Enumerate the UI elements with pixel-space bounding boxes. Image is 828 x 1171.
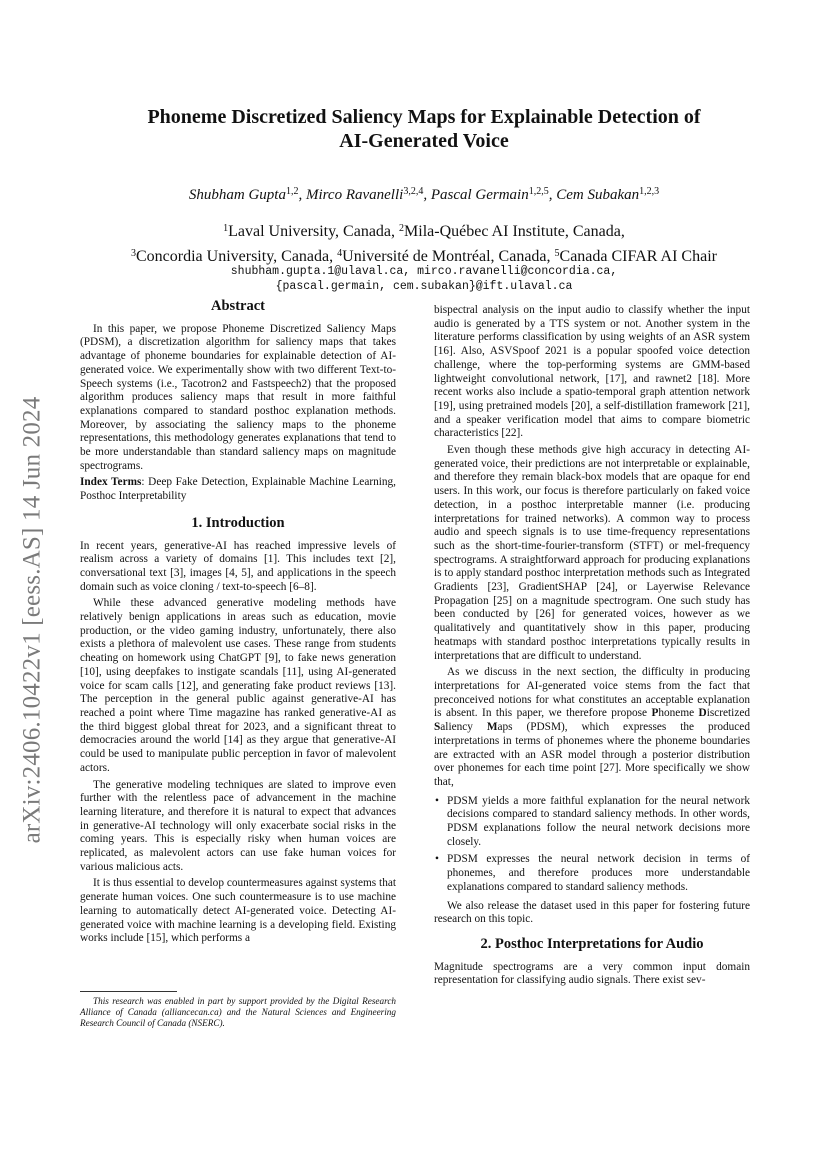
abstract-heading: Abstract [211, 298, 265, 314]
author-list: Shubham Gupta$^{1,2}$, Mirco Ravanelli$^{3,2,4}$, Pascal Germain$^{1,2,5}$, Cem Subakan$^{1,2,3}$ [188, 186, 660, 203]
email-line-1: shubham.gupta.1@ulaval.ca, mirco.ravanelli@concordia.ca, [230, 265, 618, 278]
index-terms [80, 476, 396, 503]
index-terms-text: : Deep Fake Detection, Explainable Machine Learning, Posthoc Interpretability [80, 476, 396, 503]
arxiv-stamp [14, 362, 50, 878]
affiliation-line-1: $^1$Laval University, Canada, $^2$Mila-Québec AI Institute, Canada, [223, 223, 625, 240]
intro-paragraph-4: It is thus essential to develop countermeasures against systems that generate human voices. One such countermeasure is to use machine learning to automatically detect AI-generated voice. Detecting AI-generated voice with machine learning is a developing field. Existing works include [15], which performs a [80, 877, 396, 945]
author-affiliation: 1,2,5 [528, 186, 549, 197]
right-paragraph-3: As we discuss in the next section, the difficulty in producing interpretations for AI-generated voice stems from the fact that preconceived notions for what constitutes an acceptable explanation is absent. In this paper, we therefore propose Phoneme Discretized Saliency Maps (PDSM), which expresses the produced interpretations in terms of phonemes where the phoneme boundaries are extracted with an ASR model through a posterior distribution over phonemes for each time point [27]. More specifically we show that, [434, 666, 750, 788]
affiliation-line-2: $^3$Concordia University, Canada, $^4$Université de Montréal, Canada, $^5$Canada CIFAR AI Chair [131, 248, 717, 265]
author-name: Cem Subakan [556, 187, 640, 203]
abstract-text: In this paper, we propose Phoneme Discretized Saliency Maps (PDSM), a discretization algorithm for saliency maps that takes advantage of phoneme boundaries for explainable detection of AI-generated voice. We experimentally show with two different Text-to-Speech systems (i.e., Tacotron2 and Fastspeech2) that the proposed algorithm produces saliency maps that result in more faithful explanations compared to standard posthoc explanation methods. Moreover, by associating the saliency maps to the phoneme representations, this methodology generates explanations that tend to be more understandable than standard saliency maps on magnitude spectrograms. [80, 322, 396, 472]
title-line-1: Phoneme Discretized Saliency Maps for Explainable Detection of [147, 106, 701, 128]
author-name: Pascal Germain [430, 187, 529, 203]
method-name: Phoneme Discretized Saliency Maps [434, 707, 750, 734]
index-terms-label: Index Terms [80, 476, 142, 489]
email-line-2: {pascal.germain, cem.subakan}@ift.ulaval.ca [275, 280, 573, 293]
author-emails [100, 264, 748, 294]
author-affiliation: 1,2,3 [639, 186, 660, 197]
left-column [80, 300, 396, 946]
affiliation: Canada CIFAR AI Chair [559, 248, 717, 265]
author-name: Shubham Gupta [188, 187, 286, 203]
affiliation: Concordia University, Canada, [136, 248, 338, 265]
author-affiliation: 1,2 [285, 186, 299, 197]
affiliation: Université de Montréal, Canada, [342, 248, 555, 265]
footnote-divider [80, 991, 177, 992]
right-column [434, 304, 750, 988]
paper-title [100, 105, 748, 153]
intro-paragraph-3: The generative modeling techniques are slated to improve even further with the relentless pace of advancement in the machine learning literature, and therefore it is natural to expect that advances in generative-AI technology will only exacerbate social risks in the coming years. This is especially risky when human voices are replicated, as malevolent actors can use fake human voices for various malicious acts. [80, 778, 396, 873]
author-affiliation: 3,2,4 [403, 186, 424, 197]
affiliation: Mila-Québec AI Institute, Canada, [404, 223, 625, 240]
intro-paragraph-1: In recent years, generative-AI has reached impressive levels of realism across a variety of domains [1]. This includes text [2], conversational text [3], images [4, 5], and applications in the speech domain such as voice cloning / text-to-speech [6–8]. [80, 539, 396, 593]
title-line-2: AI-Generated Voice [339, 130, 509, 152]
intro-paragraph-2: While these advanced generative modeling methods have relatively benign applications in areas such as education, movie production, or the video gaming industry, unfortunately, there also exists a plethora of malevolent use cases. These range from students cheating on homework using ChatGPT [9], to fake news generation [10], using deepfakes to instigate scandals [11], using AI-generated voice for scam calls [12], and generating fake product reviews [13]. The perception in the general public against generative-AI has reached a point where Time magazine has ranked generative-AI as the third biggest global threat for 2023, and a significant threat to democracies around the world [14] as they argue that generative-AI could be used to manipulate public perception in favor of malevolent actors. [80, 597, 396, 774]
affiliation-list [80, 218, 768, 268]
right-paragraph-4: We also release the dataset used in this paper for fostering future research on this topic. [434, 899, 750, 926]
right-paragraph-2: Even though these methods give high accuracy in detecting AI-generated voice, their predictions are not interpretable or explainable, and therefore they remain black-box models that are opaque for end users. In this work, our focus is therefore particularly on faked voice detection, in a posthoc interpretable manner (i.e. producing interpretations for trained networks). A common way to process audio and speech signals is to use time-frequency representations such as the short-time-fourier-transform (STFT) or mel-frequency spectrograms. A straightforward approach for producing explanations is to apply standard posthoc interpretation methods such as Integrated Gradients [23], GradientSHAP [24], or Layerwise Relevance Propagation [25] on a magnitude spectrogram. One such study has been conducted by [26] for generated voices, however as we qualitatively and quantitatively show in this paper, producing heatmaps with standard posthoc interpretations typically results in interpretations that are difficult to understand. [434, 444, 750, 662]
arxiv-identifier: arXiv:2406.10422v1 [eess.AS] 14 Jun 2024 [18, 396, 46, 844]
contribution-list [434, 795, 750, 895]
section-2-heading: 2. Posthoc Interpretations for Audio [480, 935, 704, 952]
list-item: • PDSM yields a more faithful explanation for the neural network decisions compared to standard saliency methods. In other words, PDSM explanations follow the neural network decisions more closely. [434, 795, 750, 850]
funding-footnote: This research was enabled in part by support provided by the Digital Research Alliance of Canada (alliancecan.ca) and the Natural Sciences and Engineering Research Council of Canada (NSERC). [80, 996, 396, 1029]
right-paragraph-1: bispectral analysis on the input audio to classify whether the input audio is generated by a TTS system or not. Another system in the literature performs classification by using weights of an ASR system [16]. Also, ASVSpoof 2021 is a popular spoofed voice detection challenge, where the top-performing systems are GMM-based lightweight convolutional network, [17], and rawnet2 [18]. More recent works also include a spatio-temporal graph attention network [19], using pretrained models [20], a self-distillation framework [21], and a speaker verification model that aims to compare biometric characteristics [22]. [434, 304, 750, 440]
introduction-heading: 1. Introduction [191, 514, 285, 531]
section-2-paragraph-1: Magnitude spectrograms are a very common input domain representation for classifying audio signals. There exist sev- [434, 960, 750, 987]
list-item: • PDSM expresses the neural network decision in terms of phonemes, and therefore produces more understandable explanations compared to standard saliency methods. [434, 853, 750, 894]
affiliation: Laval University, Canada, [228, 223, 400, 240]
author-name: Mirco Ravanelli [305, 187, 404, 203]
